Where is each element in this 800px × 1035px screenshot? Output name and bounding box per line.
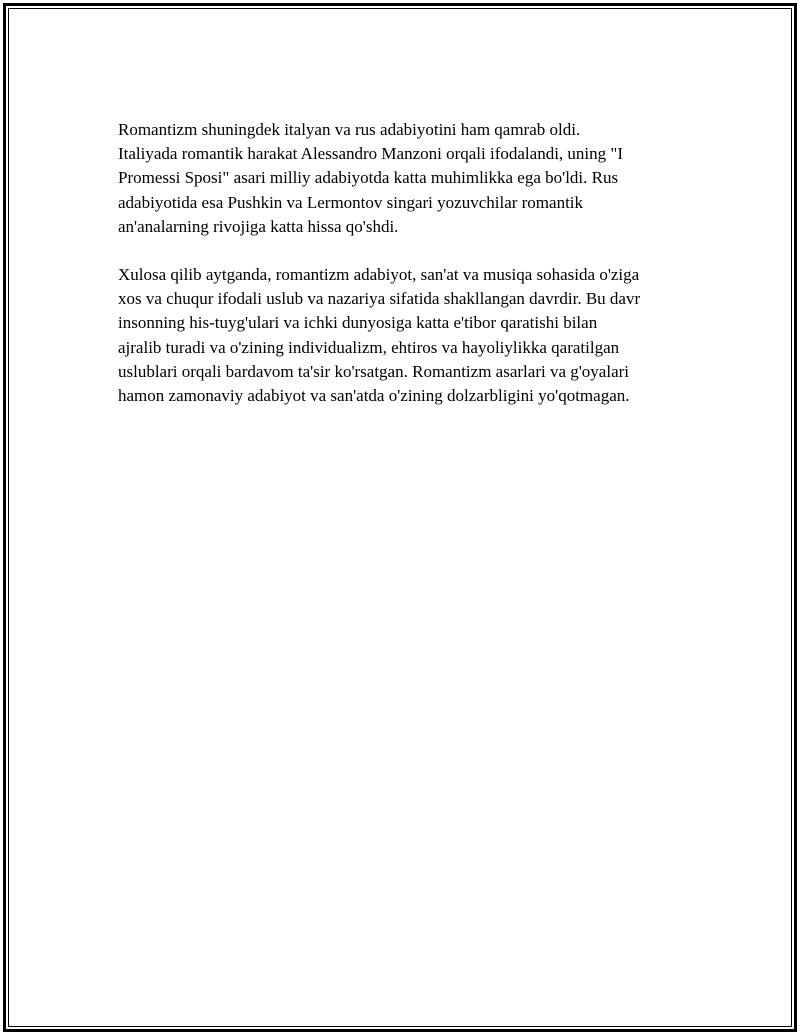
text-line: Xulosa qilib aytganda, romantizm adabiyot, san'at va musiqa sohasida o'ziga bbox=[118, 265, 640, 285]
text-line: ajralib turadi va o'zining individualizm, ehtiros va hayoliylikka qaratilgan bbox=[118, 337, 620, 357]
text-line: an'analarning rivojiga katta hissa qo'shdi. bbox=[118, 216, 399, 236]
text-line: Promessi Sposi" asari milliy adabiyotda katta muhimlikka ega bo'ldi. Rus bbox=[118, 168, 619, 188]
document-body bbox=[118, 118, 698, 408]
text-line: adabiyotida esa Pushkin va Lermontov singari yozuvchilar romantik bbox=[118, 192, 584, 212]
paragraph-conclusion bbox=[118, 263, 698, 408]
text-line: insonning his-tuyg'ulari va ichki dunyosiga katta e'tibor qaratishi bilan bbox=[118, 313, 598, 333]
page-frame bbox=[3, 3, 797, 1032]
text-line: Romantizm shuningdek italyan va rus adabiyotini ham qamrab oldi. bbox=[118, 120, 581, 139]
text-line: Italiyada romantik harakat Alessandro Manzoni orqali ifodalandi, uning "I bbox=[118, 144, 623, 164]
paragraph-romanticism-italy-russia bbox=[118, 118, 698, 239]
text-line: hamon zamonaviy adabiyot va san'atda o'zining dolzarbligini yo'qotmagan. bbox=[118, 386, 630, 406]
text-line: xos va chuqur ifodali uslub va nazariya sifatida shakllangan davrdir. Bu davr bbox=[118, 289, 641, 309]
text-line: uslublari orqali bardavom ta'sir ko'rsatgan. Romantizm asarlari va g'oyalari bbox=[118, 361, 630, 381]
